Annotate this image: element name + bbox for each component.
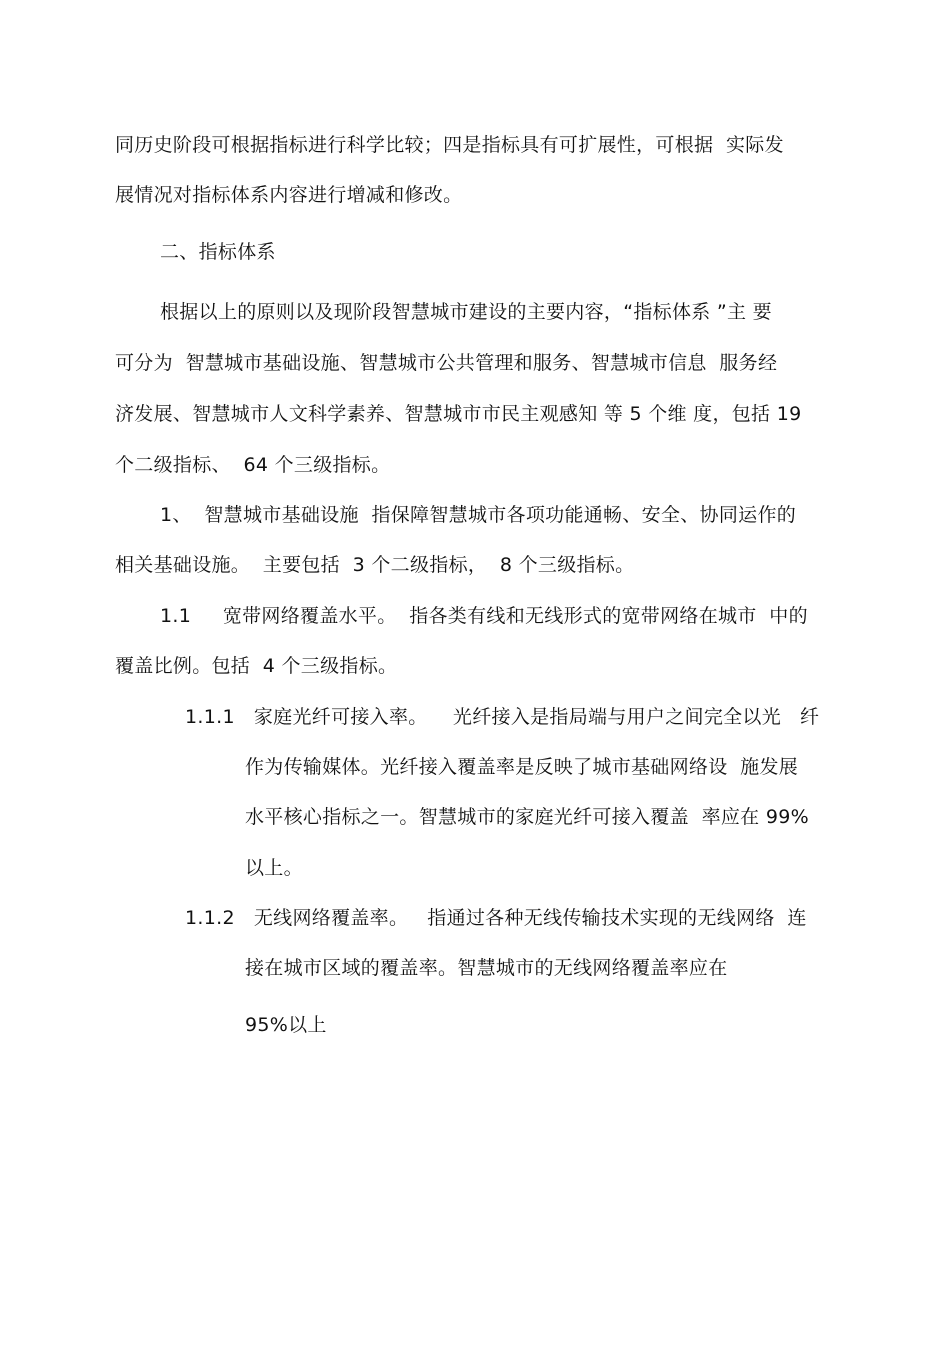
paragraph-line: 1、 智慧城市基础设施 指保障智慧城市各项功能通畅、安全、协同运作的 [160, 504, 797, 526]
paragraph-line: 根据以上的原则以及现阶段智慧城市建设的主要内容，“指标体系 ”主 要 [160, 301, 772, 323]
item-line: 水平核心指标之一。智慧城市的家庭光纤可接入覆盖 率应在 99% [245, 806, 809, 828]
paragraph-line: 覆盖比例。包括 4 个三级指标。 [115, 655, 398, 677]
item-line: 1.1.1 家庭光纤可接入率。 光纤接入是指局端与用户之间完全以光 纤 [185, 706, 820, 728]
item-line: 1.1.2 无线网络覆盖率。 指通过各种无线传输技术实现的无线网络 连 [185, 907, 807, 929]
paragraph-line: 相关基础设施。 主要包括 3 个二级指标， 8 个三级指标。 [115, 554, 635, 576]
paragraph-line: 展情况对指标体系内容进行增减和修改。 [115, 184, 463, 206]
section-heading: 二、指标体系 [160, 241, 276, 263]
item-line: 接在城市区域的覆盖率。智慧城市的无线网络覆盖率应在 [245, 957, 728, 979]
item-line: 以上。 [245, 857, 303, 879]
paragraph-line: 可分为 智慧城市基础设施、智慧城市公共管理和服务、智慧城市信息 服务经 [115, 352, 778, 374]
subsection-line: 1.1 宽带网络覆盖水平。 指各类有线和无线形式的宽带网络在城市 中的 [160, 605, 808, 627]
paragraph-line: 同历史阶段可根据指标进行科学比较；四是指标具有可扩展性，可根据 实际发 [115, 134, 784, 156]
item-line: 作为传输媒体。光纤接入覆盖率是反映了城市基础网络设 施发展 [245, 756, 799, 778]
paragraph-line: 济发展、智慧城市人文科学素养、智慧城市市民主观感知 等 5 个维 度，包括 19 [115, 403, 802, 425]
paragraph-line: 个二级指标、 64 个三级指标。 [115, 454, 391, 476]
item-line: 95%以上 [245, 1014, 327, 1036]
